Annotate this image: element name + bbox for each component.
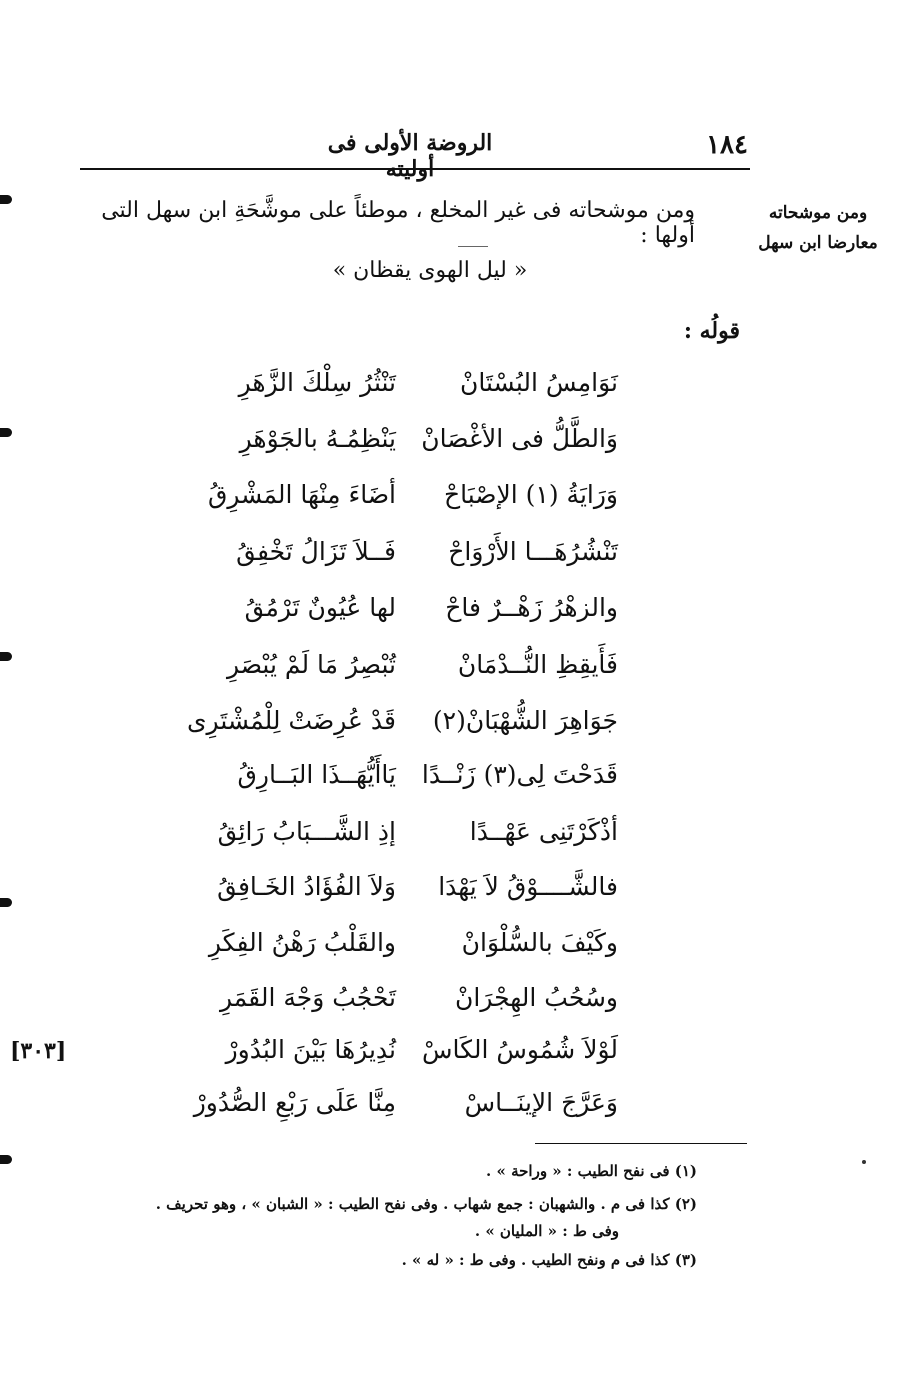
edge-mark — [0, 428, 12, 437]
verse-left-hemistich: فَــلاَ تَزَالُ تَخْفِقُ — [236, 537, 396, 566]
verse-right-hemistich: وكَيْفَ بالسُّلْوَانْ — [461, 928, 618, 957]
verse-right-hemistich: قَدَحْتَ لِى(٣) زَنْــدًا — [421, 760, 618, 789]
verse-right-hemistich: أذْكَرْتَنِى عَهْــدًا — [469, 817, 618, 846]
edge-mark — [0, 898, 12, 907]
margin-note — [758, 198, 878, 258]
page-number: ١٨٤ — [706, 130, 748, 160]
side-page-reference: [٣٠٣] — [10, 1038, 67, 1064]
quote-overline — [458, 246, 488, 247]
qawluhu-heading: قولُه : — [683, 318, 740, 344]
verse-left-hemistich: إذِ الشَّـــبَابُ رَائِقُ — [217, 817, 396, 846]
header-rule — [80, 168, 750, 170]
verse-right-hemistich: فالشَّــــوْقُ لاَ يَهْدَا — [438, 872, 618, 901]
verse-right-hemistich: وَالطَّلُّ فى الأغْصَانْ — [421, 424, 618, 453]
running-head: الروضة الأولى فى أوليته — [327, 130, 493, 182]
verse-right-hemistich: والزهْرُ زَهْــرٌ فاحْ — [445, 593, 618, 622]
verse-right-hemistich: وَرَايَةُ (١) الإصْبَاحْ — [443, 480, 618, 509]
verse-left-hemistich: نُدِيرُهَا بَيْنَ البُدُورْ — [225, 1035, 396, 1064]
intro-paragraph: ومن موشحاته فى غير المخلع ، موطئاً على موشَّحَةِ ابن سهل التى أولها : — [101, 198, 695, 248]
margin-note-line: معارضا ابن سهل — [758, 233, 878, 253]
footnote: (٣) كذا فى م ونفح الطيب . وفى ط : « له » . — [401, 1251, 697, 1269]
verse-left-hemistich: لها عُيُونٌ تَرْمُقُ — [244, 593, 396, 622]
verse-left-hemistich: يَنْظِمُـهُ بالجَوْهَرِ — [239, 424, 396, 453]
verse-left-hemistich: قَدْ عُرِضَتْ لِلْمُشْتَرِى — [186, 706, 396, 735]
footnote-continuation: وفى ط : « المليان » . — [474, 1222, 619, 1240]
verse-right-hemistich: وَعَرَّجَ الإينَــاسْ — [464, 1088, 618, 1117]
verse-left-hemistich: تَنْثُرُ سِلْكَ الزَّهَرِ — [238, 368, 396, 397]
edge-mark — [0, 195, 12, 204]
quoted-opening: « ليل الهوى يقظان » — [332, 258, 528, 283]
verse-right-hemistich: لَوْلاَ شُمُوسُ الكَاسْ — [421, 1035, 618, 1064]
verse-left-hemistich: والقَلْبُ رَهْنُ الفِكَرِ — [208, 928, 396, 957]
verse-left-hemistich: تُبْصِرُ مَا لَمْ يُبْصَرِ — [226, 650, 396, 679]
footnote: (٢) كذا فى م . والشهبان : جمع شهاب . وفى نفح الطيب : « الشبان » ، وهو تحريف . — [155, 1195, 697, 1213]
verse-right-hemistich: وسُحُبُ الهِجْرَانْ — [455, 983, 618, 1012]
verse-left-hemistich: تَحْجُبُ وَجْهَ القَمَرِ — [219, 983, 396, 1012]
verse-left-hemistich: مِنَّا عَلَى رَبْعِ الصُّدُورْ — [193, 1088, 396, 1117]
footnote-rule — [535, 1143, 747, 1144]
margin-note-line: ومن موشحاته — [768, 203, 868, 223]
verse-right-hemistich: جَوَاهِرَ الشُّهْبَانْ(٢) — [432, 706, 618, 735]
edge-mark — [0, 652, 12, 661]
verse-right-hemistich: نَوَامِسُ البُسْتَانْ — [460, 368, 618, 397]
edge-mark — [0, 1155, 12, 1164]
verse-right-hemistich: تَنْشُرُهَـــا الأَرْوَاحْ — [448, 537, 618, 566]
scan-speck — [862, 1160, 866, 1164]
footnote: (١) فى نفح الطيب : « وراحة » . — [486, 1162, 697, 1180]
verse-left-hemistich: وَلاَ الفُؤَادُ الخَـافِقُ — [217, 872, 396, 901]
verse-left-hemistich: أضَاءَ مِنْهَا المَشْرِقُ — [207, 480, 396, 509]
verse-left-hemistich: يَاأَيُّهَــذَا البَــارِقُ — [237, 760, 396, 789]
verse-right-hemistich: فَأَيقِظِ النُّــدْمَانْ — [457, 650, 618, 679]
